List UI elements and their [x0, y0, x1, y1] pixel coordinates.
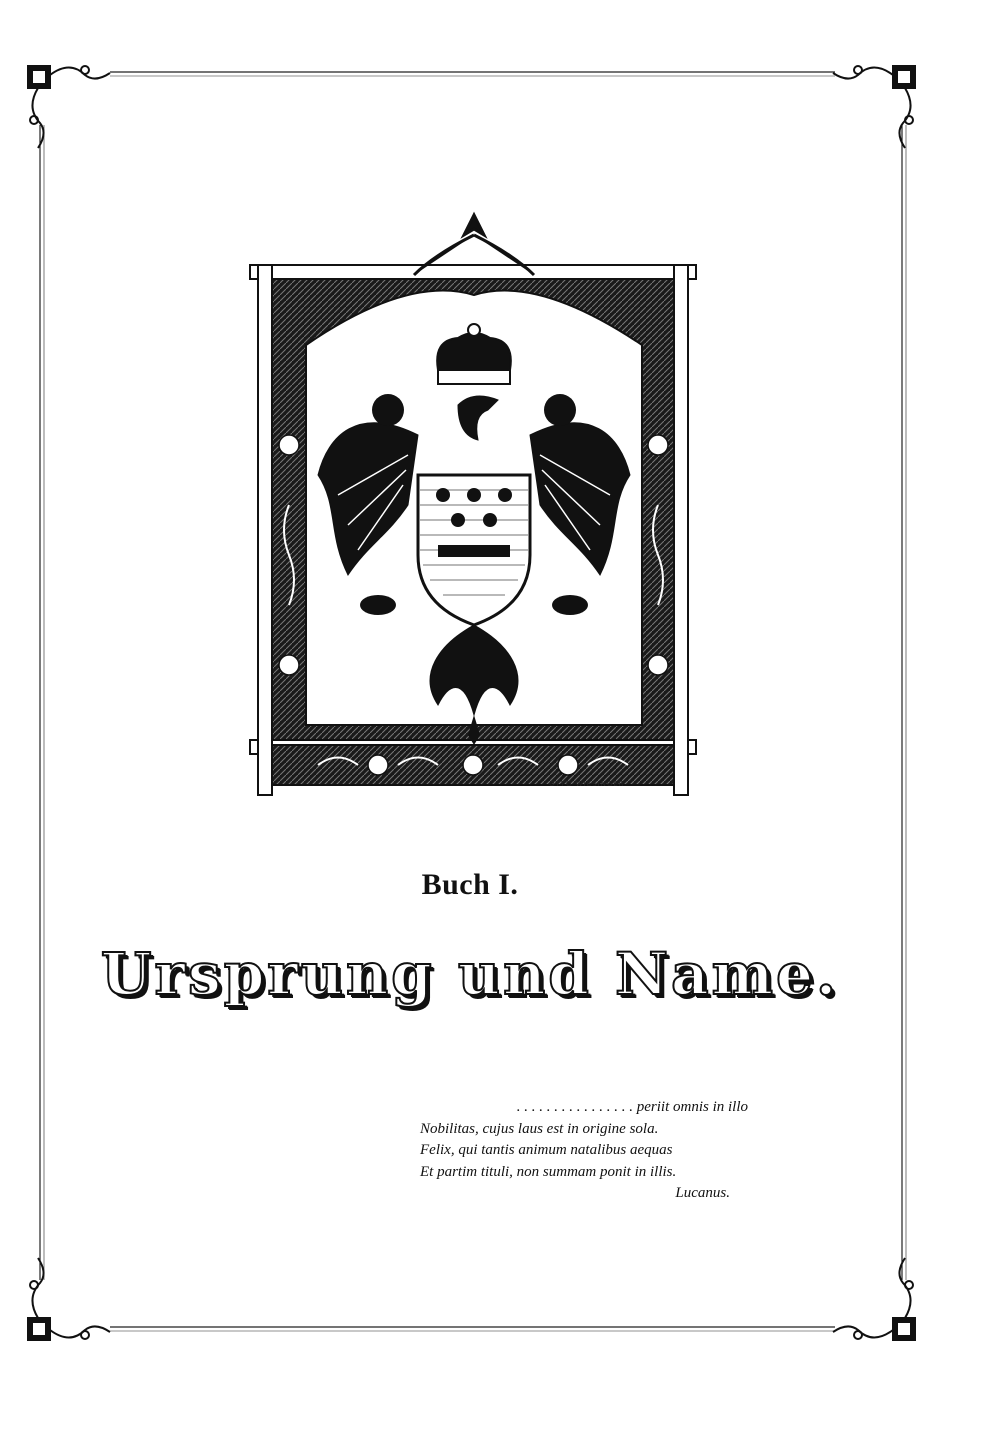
book-number: Buch I. [421, 868, 519, 901]
epigraph-line: . . . . . . . . . . . . . . . . periit omnis in illo [516, 1099, 748, 1115]
epigraph-line: Nobilitas, cujus laus est in origine sola. [420, 1120, 659, 1137]
corner-ornament-bottom-right-icon [833, 1258, 915, 1340]
heraldic-eagle-icon [238, 205, 708, 805]
epigraph-author: Lucanus. [675, 1185, 730, 1201]
engraver-signature: OTTO WIESINGER [549, 780, 625, 788]
page-title: Ursprung und Name. [100, 940, 840, 1008]
epigraph-line: Et partim tituli, non summam ponit in illis. [420, 1163, 677, 1180]
epigraph-line: Felix, qui tantis animum natalibus aequas [420, 1142, 673, 1158]
epigraph [420, 1097, 760, 1205]
corner-ornament-top-right-icon [833, 66, 915, 148]
